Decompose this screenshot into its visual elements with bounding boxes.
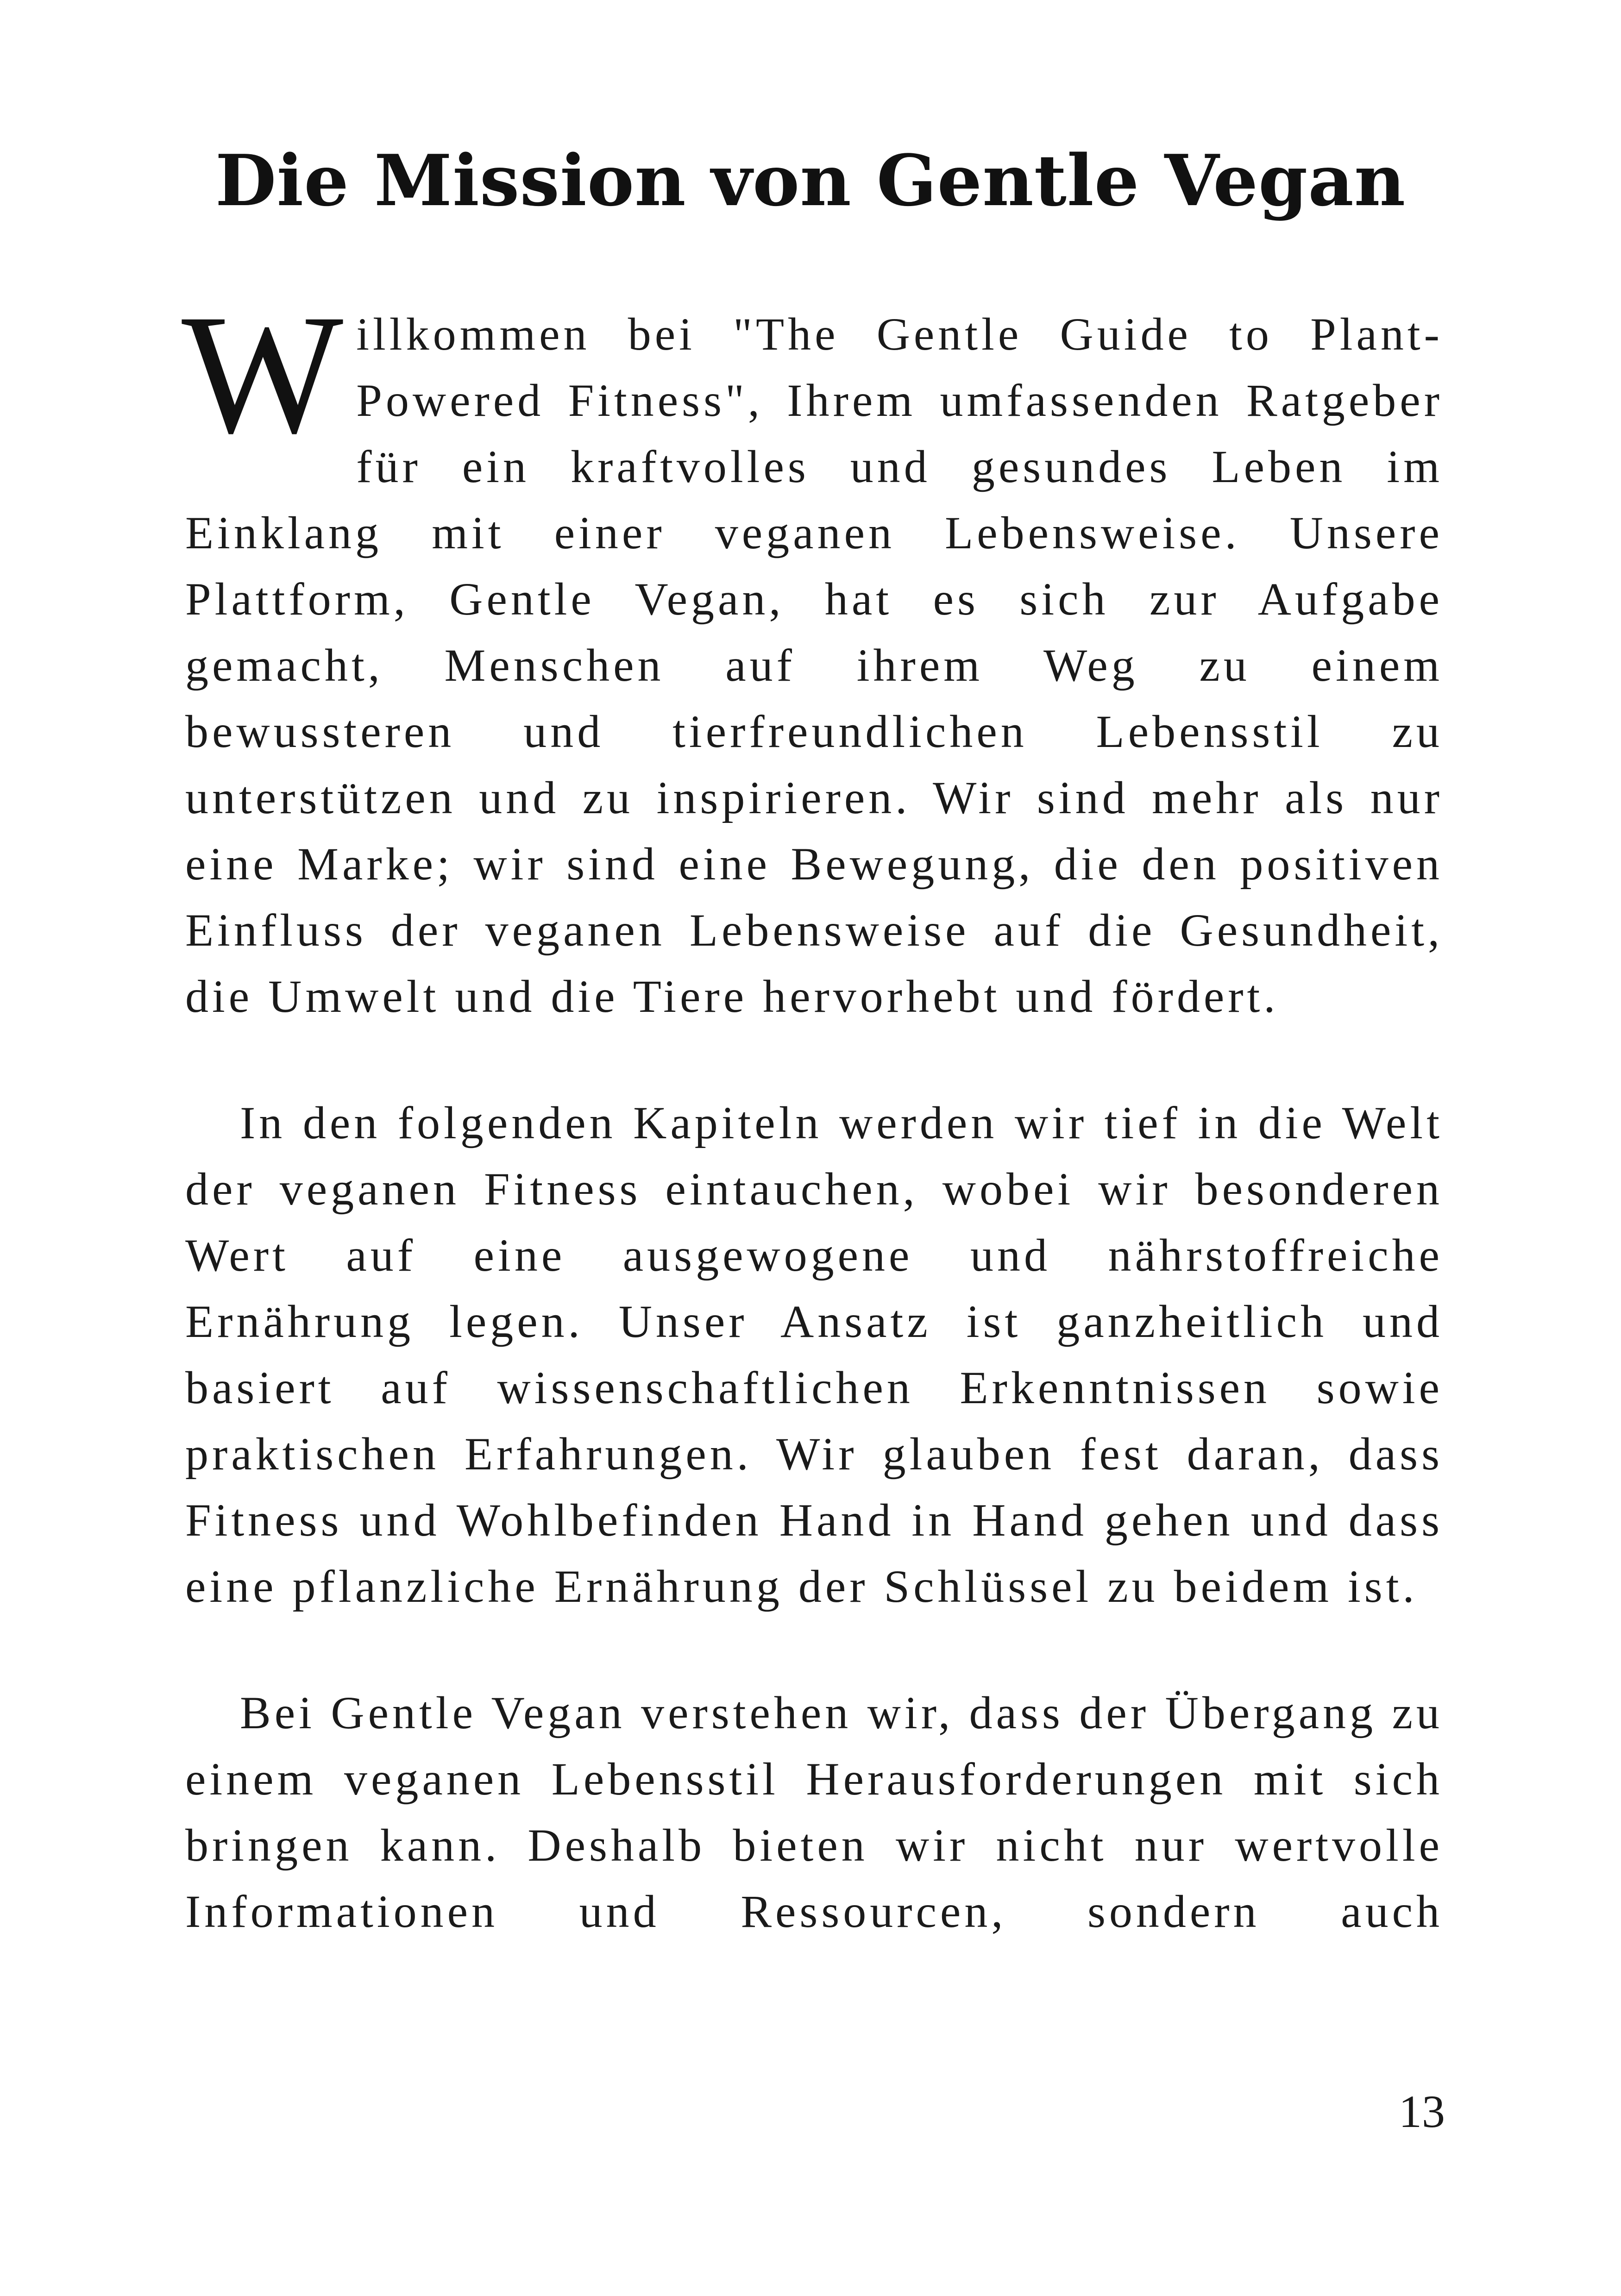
page-number: 13	[1399, 2086, 1445, 2137]
paragraph-text: Bei Gentle Vegan verstehen wir, dass der Übergang zu einem veganen Lebensstil Herausforderungen mit sich bringen kann. Deshalb bieten wir nicht nur wertvolle Informationen und Ressourcen, sondern auch	[185, 1687, 1443, 1937]
drop-cap-letter: W	[182, 279, 344, 469]
paragraph	[185, 1090, 1443, 1619]
paragraph	[185, 1680, 1443, 1945]
paragraph	[182, 279, 1443, 1029]
paragraph-text: In den folgenden Kapiteln werden wir tief in die Welt der veganen Fitness eintauchen, wobei wir besonderen Wert auf eine ausgewogene und nährstoffreiche Ernährung legen. Unser Ansatz ist ganzheitlich und basiert auf wissenschaftlichen Erkenntnissen sowie praktischen Erfahrungen. Wir glauben fest daran, dass Fitness und Wohlbefinden Hand in Hand gehen und dass eine pflanzliche Ernährung der Schlüssel zu beidem ist.	[185, 1097, 1443, 1612]
paragraph-text: illkommen bei "The Gentle Guide to Plant-Powered Fitness", Ihrem umfassenden Ratgeber für ein kraftvolles und gesundes Leben im Einklang mit einer veganen Lebensweise. Unsere Plattform, Gentle Vegan, hat es sich zur Aufgabe gemacht, Menschen auf ihrem Weg zu einem bewussteren und tierfreundlichen Lebensstil zu unterstützen und zu inspirieren. Wir sind mehr als nur eine Marke; wir sind eine Bewegung, die den positiven Einfluss der veganen Lebensweise auf die Gesundheit, die Umwelt und die Tiere hervorhebt und fördert.	[185, 308, 1443, 1022]
chapter-body	[182, 279, 1443, 1945]
chapter-title: Die Mission von Gentle Vegan	[215, 139, 1406, 222]
